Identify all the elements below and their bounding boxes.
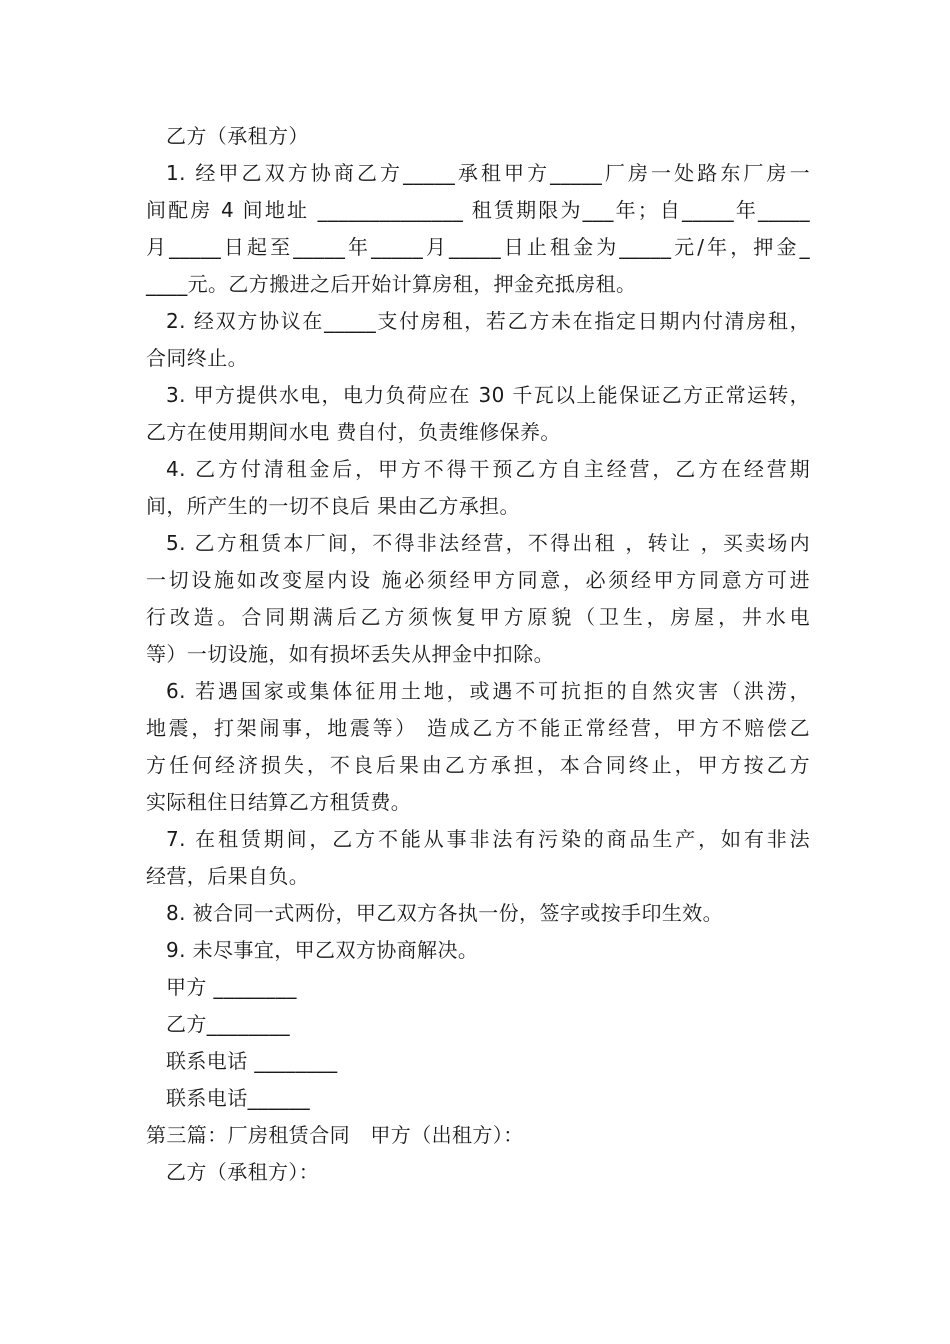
signature-line-party-b: 乙方________ xyxy=(166,1012,290,1036)
text-line: 9. 未尽事宜，甲乙双方协商解决。 xyxy=(166,938,479,962)
text-line: 2. 经双方协议在_____支付房租，若乙方未在指定日期内付清房租， xyxy=(166,309,810,333)
text-line: 等）一切设施，如有损坏丢失从押金中扣除。 xyxy=(146,642,554,666)
phone-line-party-b: 联系电话______ xyxy=(166,1086,310,1110)
text-line: 乙方在使用期间水电 费自付，负责维修保养。 xyxy=(146,420,561,444)
text-line: 7. 在租赁期间，乙方不能从事非法有污染的商品生产，如有非法 xyxy=(166,827,810,851)
text-line: 地震，打架闹事，地震等） 造成乙方不能正常经营，甲方不赔偿乙 xyxy=(146,716,810,740)
phone-line-party-a: 联系电话 ________ xyxy=(166,1049,338,1073)
text-line: 间配房 4 间地址 ______________ 租赁期限为___年；自_____年_____ xyxy=(146,198,810,222)
text-line: 月_____日起至_____年_____月_____日止租金为_____元/年，押金_ xyxy=(146,235,810,259)
section-heading: 第三篇：厂房租赁合同 甲方（出租方）： xyxy=(146,1123,524,1147)
text-line: 4. 乙方付清租金后，甲方不得干预乙方自主经营，乙方在经营期 xyxy=(166,457,810,481)
signature-line-party-a: 甲方 ________ xyxy=(166,975,297,999)
text-line: 乙方（承租方） xyxy=(166,124,309,148)
text-line: 1. 经甲乙双方协商乙方_____承租甲方_____厂房一处路东厂房一 xyxy=(166,161,810,185)
text-line: 方任何经济损失，不良后果由乙方承担，本合同终止，甲方按乙方 xyxy=(146,753,810,777)
text-line: 间，所产生的一切不良后 果由乙方承担。 xyxy=(146,494,520,518)
text-line: 实际租住日结算乙方租赁费。 xyxy=(146,790,412,814)
text-line: 乙方（承租方）： xyxy=(166,1160,320,1184)
text-line: 合同终止。 xyxy=(146,346,248,370)
text-line: 行改造。合同期满后乙方须恢复甲方原貌（卫生，房屋，井水电 xyxy=(146,605,810,629)
text-line: 3. 甲方提供水电，电力负荷应在 30 千瓦以上能保证乙方正常运转， xyxy=(166,383,810,407)
text-line: 5. 乙方租赁本厂间，不得非法经营，不得出租 ，转让 ，买卖场内 xyxy=(166,531,810,555)
text-line: 6. 若遇国家或集体征用土地，或遇不可抗拒的自然灾害（洪涝， xyxy=(166,679,810,703)
text-line: 经营，后果自负。 xyxy=(146,864,310,888)
text-line: 8. 被合同一式两份，甲乙双方各执一份，签字或按手印生效。 xyxy=(166,901,724,925)
document-page xyxy=(146,118,810,1191)
text-line: ____元。乙方搬进之后开始计算房租，押金充抵房租。 xyxy=(146,272,637,296)
text-line: 一切设施如改变屋内设 施必须经甲方同意，必须经甲方同意方可进 xyxy=(146,568,810,592)
